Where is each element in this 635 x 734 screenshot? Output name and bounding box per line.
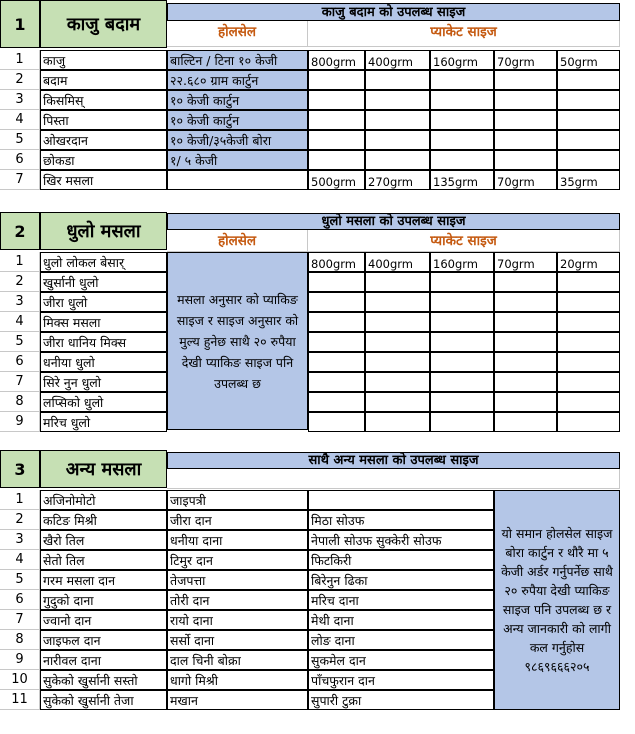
packet-size [365,272,430,292]
item-name: सुकेको खुर्सानी तेजा [40,690,167,710]
s3-order-note: यो समान होलसेल साइज बोरा कार्टुन र थौरै मा ५ केजी अर्डर गर्नुपर्नेछ साथै २० रुपैया देखी प्याकिङ साइज पनि उपलब्ध छ र अन्य जानकारी को लागी कल गर्नुहोस ९८६९६६६२०५ [494,490,620,710]
table-row-number: 8 [0,630,40,650]
s2-title: धुलो मसला [40,212,167,250]
packet-size [365,90,430,110]
item-name: मरिच दाना [308,590,494,610]
s1-title: काजु बदाम [40,0,167,48]
packet-size [308,372,365,392]
item-name: जीरा धानिय मिक्स [40,332,167,352]
s1-packet-label: प्याकेट साइज [308,21,620,47]
packet-size [494,70,557,90]
table-row-number: 2 [0,510,40,530]
table-row-number: 7 [0,610,40,630]
s1-number: 1 [0,0,40,48]
table-row-number: 9 [0,650,40,670]
packet-size [430,412,494,432]
packet-size [494,150,557,170]
table-row-number: 3 [0,90,40,110]
wholesale-size: १० केजी कार्टुन [167,90,308,110]
packet-size [308,412,365,432]
item-name: खैरो तिल [40,530,167,550]
packet-size [365,412,430,432]
packet-size [557,70,620,90]
wholesale-size: १० केजी कार्टुन [167,110,308,130]
packet-size [557,292,620,312]
packet-size: 800grm [308,50,365,70]
item-name: ज्वानो दान [40,610,167,630]
wholesale-size: १० केजी/३५केजी बोरा [167,130,308,150]
item-name: जाइफल दान [40,630,167,650]
packet-size [494,372,557,392]
s3-header: साथै अन्य मसला को उपलब्ध साइज [167,452,620,469]
packet-size [557,110,620,130]
item-name: धागो मिश्री [167,670,308,690]
item-name: ओखरदान [40,130,167,150]
item-name: बदाम [40,70,167,90]
item-name: सुकेको खुर्सानी सस्तो [40,670,167,690]
packet-size [557,392,620,412]
packet-size: 800grm [308,252,365,272]
s2-number: 2 [0,212,40,250]
item-name: किसमिस् [40,90,167,110]
item-name: मिठा सोउफ [308,510,494,530]
table-row-number: 3 [0,530,40,550]
packet-size [308,70,365,90]
packet-size [365,150,430,170]
packet-size [494,312,557,332]
packet-size [430,150,494,170]
packet-size [365,110,430,130]
item-name: खिर मसला [40,170,167,190]
item-name: सुकमेल दान [308,650,494,670]
item-name: खुर्सानी धुलो [40,272,167,292]
table-row-number: 5 [0,332,40,352]
packet-size [308,332,365,352]
packet-size [430,392,494,412]
table-row-number: 8 [0,392,40,412]
packet-size [308,312,365,332]
packet-size: 35grm [557,170,620,190]
packet-size [308,150,365,170]
table-row-number: 7 [0,170,40,190]
packet-size: 70grm [494,50,557,70]
packet-size [557,412,620,432]
s2-wholesale-label: होलसेल [167,230,308,252]
item-name: लोङ दाना [308,630,494,650]
wholesale-size: बाल्टिन / टिना १० केजी [167,50,308,70]
packet-size [494,292,557,312]
packet-size: 400grm [365,50,430,70]
packet-size [308,352,365,372]
table-row-number: 11 [0,690,40,710]
packet-size [365,352,430,372]
item-name: कटिङ मिश्री [40,510,167,530]
item-name: दाल चिनी बोक्रा [167,650,308,670]
packet-size: 20grm [557,252,620,272]
item-name: बिरेनुन ढिका [308,570,494,590]
s2-packet-label: प्याकेट साइज [308,230,620,252]
packet-size [494,352,557,372]
table-row-number: 10 [0,670,40,690]
table-row-number: 2 [0,70,40,90]
item-name: गरम मसला दान [40,570,167,590]
table-row-number: 6 [0,590,40,610]
packet-size [494,130,557,150]
packet-size: 70grm [494,252,557,272]
packet-size [308,392,365,412]
packet-size [557,90,620,110]
item-name: गुदुको दाना [40,590,167,610]
packet-size [430,372,494,392]
item-name: मरिच धुलो [40,412,167,432]
item-name: काजु [40,50,167,70]
packet-size [557,150,620,170]
item-name: तोरी दान [167,590,308,610]
s3-number: 3 [0,450,40,488]
packet-size [494,90,557,110]
item-name: जाइपत्री [167,490,308,510]
packet-size [430,70,494,90]
packet-size [365,332,430,352]
table-row-number: 6 [0,352,40,372]
item-name: मिक्स मसला [40,312,167,332]
packet-size: 50grm [557,50,620,70]
table-row-number: 1 [0,490,40,510]
wholesale-size [167,170,308,190]
packet-size [365,392,430,412]
item-name: सर्सो दाना [167,630,308,650]
table-row-number: 4 [0,550,40,570]
item-name: जीरा दान [167,510,308,530]
packet-size [557,130,620,150]
item-name: मेथी दाना [308,610,494,630]
wholesale-size: १/ ५ केजी [167,150,308,170]
item-name: लप्सिको धुलो [40,392,167,412]
s2-header: धुलो मसला को उपलब्ध साइज [167,213,620,230]
item-name: पिस्ता [40,110,167,130]
packet-size [557,352,620,372]
packet-size: 160grm [430,50,494,70]
packet-size [365,372,430,392]
item-name: धनीया दाना [167,530,308,550]
s1-header: काजु बदाम को उपलब्ध साइज [167,3,620,21]
packet-size [308,110,365,130]
packet-size: 70grm [494,170,557,190]
item-name: सुपारी टुक्रा [308,690,494,710]
item-name: अजिनोमोटो [40,490,167,510]
packet-size [430,352,494,372]
item-name: छोकडा [40,150,167,170]
table-row-number: 1 [0,252,40,272]
packet-size [365,292,430,312]
table-row-number: 2 [0,272,40,292]
packet-size [308,292,365,312]
packet-size [308,90,365,110]
packet-size [430,332,494,352]
packet-size [557,272,620,292]
wholesale-size: २२.६८० ग्राम कार्टुन [167,70,308,90]
item-name: सेतो तिल [40,550,167,570]
item-name: रायो दाना [167,610,308,630]
item-name [308,490,494,510]
item-name: धुलो लोकल बेसार् [40,252,167,272]
table-row-number: 4 [0,110,40,130]
packet-size: 270grm [365,170,430,190]
table-row-number: 5 [0,570,40,590]
packet-size [494,412,557,432]
table-row-number: 4 [0,312,40,332]
packet-size [494,332,557,352]
item-name: फिटकिरी [308,550,494,570]
packet-size [430,90,494,110]
s3-header-spacer [167,469,620,489]
item-name: तेजपत्ता [167,570,308,590]
packet-size [308,130,365,150]
packet-size [494,392,557,412]
packet-size [430,130,494,150]
packet-size [494,110,557,130]
packet-size [365,70,430,90]
item-name: टिमुर दान [167,550,308,570]
packet-size [430,272,494,292]
packet-size [365,130,430,150]
packet-size [557,372,620,392]
packet-size: 500grm [308,170,365,190]
table-row-number: 9 [0,412,40,432]
packet-size: 400grm [365,252,430,272]
table-row-number: 5 [0,130,40,150]
s2-wholesale-note: मसला अनुसार को प्याकिङ साइज र साइज अनुसार को मुल्य हुनेछ साथै २० रुपैया देखी प्याकिङ साइज पनि उपलब्ध छ [167,252,308,430]
s1-wholesale-label: होलसेल [167,21,308,47]
packet-size [308,272,365,292]
packet-size [430,292,494,312]
table-row-number: 3 [0,292,40,312]
packet-size [430,312,494,332]
item-name: धनीया धुलो [40,352,167,372]
packet-size [557,332,620,352]
table-row-number: 7 [0,372,40,392]
packet-size: 135grm [430,170,494,190]
table-row-number: 6 [0,150,40,170]
packet-size [557,312,620,332]
packet-size: 160grm [430,252,494,272]
item-name: मखान [167,690,308,710]
item-name: नारीवल दाना [40,650,167,670]
packet-size [365,312,430,332]
packet-size [494,272,557,292]
s3-title: अन्य मसला [40,450,167,488]
item-name: नेपाली सोउफ सुक्केरी सोउफ [308,530,494,550]
item-name: सिरे नुन धुलो [40,372,167,392]
packet-size [430,110,494,130]
item-name: पाँचफुरान दान [308,670,494,690]
item-name: जीरा धुलो [40,292,167,312]
table-row-number: 1 [0,50,40,70]
